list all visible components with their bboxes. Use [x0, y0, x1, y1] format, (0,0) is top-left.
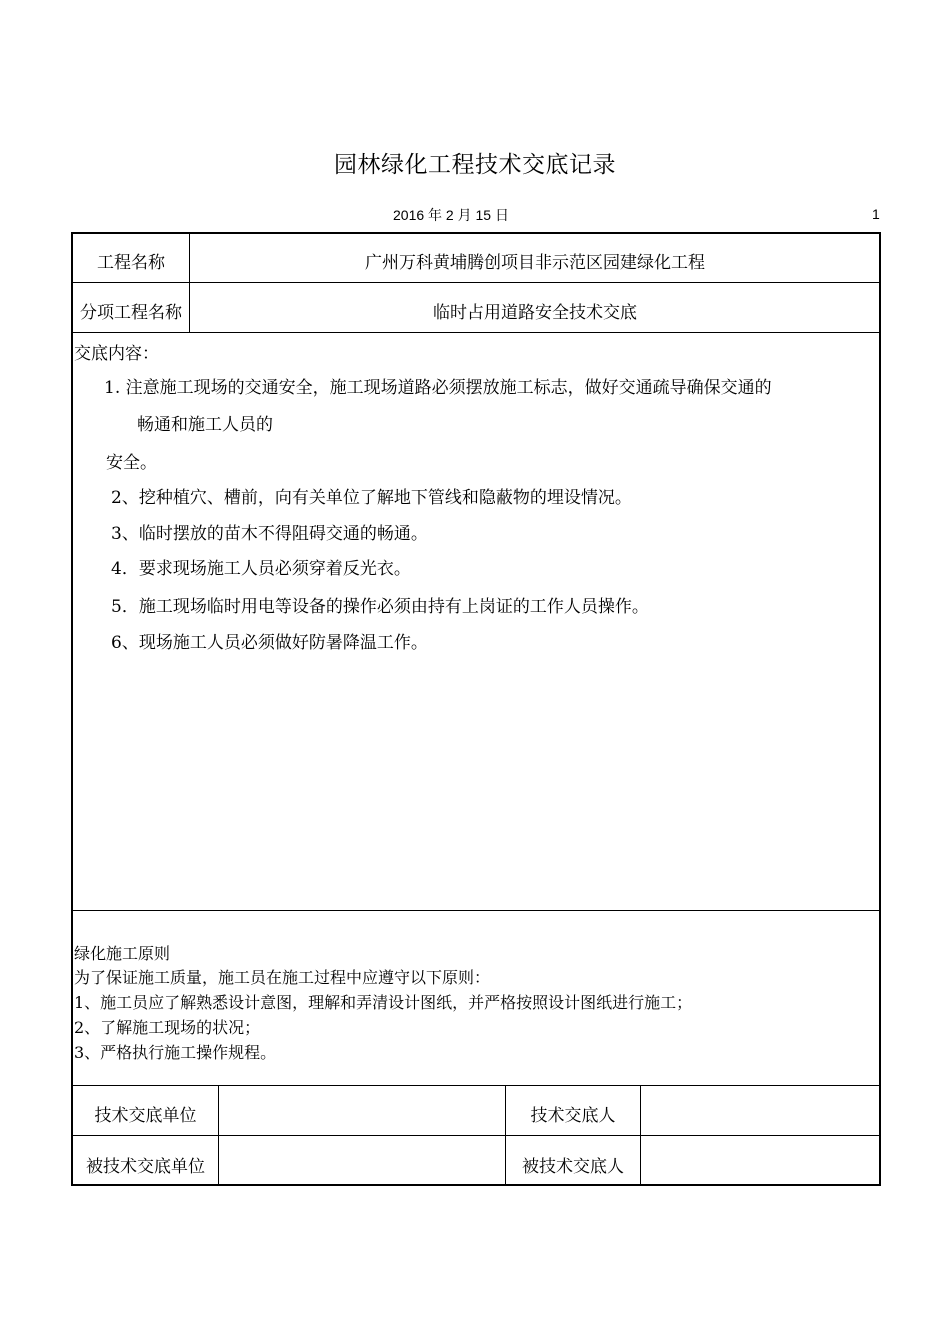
row-divider [72, 1135, 880, 1136]
content-item: 3、临时摆放的苗木不得阻碍交通的畅通。 [111, 524, 428, 544]
content-item: 2、挖种植穴、槽前，向有关单位了解地下管线和隐蔽物的埋设情况。 [111, 488, 632, 508]
sign-person-label: 技术交底人 [530, 1106, 616, 1126]
principle-item: 1、施工员应了解熟悉设计意图，理解和弄清设计图纸，并严格按照设计图纸进行施工； [74, 993, 693, 1012]
principle-item: 为了保证施工质量，施工员在施工过程中应遵守以下原则： [74, 968, 491, 987]
content-heading: 交底内容： [74, 344, 159, 364]
column-divider [640, 1085, 641, 1185]
project-name-value: 广州万科黄埔腾创项目非示范区园建绿化工程 [365, 253, 705, 273]
receive-person-label: 被技术交底人 [522, 1157, 624, 1177]
receive-unit-label: 被技术交底单位 [86, 1157, 205, 1177]
content-item: 畅通和施工人员的 [137, 415, 273, 435]
document-date: 2016 年 2 月 15 日 [393, 207, 509, 223]
principles-heading: 绿化施工原则 [74, 944, 171, 963]
document-title: 园林绿化工程技术交底记录 [334, 152, 616, 178]
sign-unit-label: 技术交底单位 [94, 1106, 197, 1126]
page-number: 1 [872, 206, 880, 222]
principle-item: 2、了解施工现场的状况； [74, 1018, 261, 1037]
principle-item: 3、严格执行施工操作规程。 [74, 1043, 277, 1062]
column-divider [218, 1085, 219, 1185]
row-divider [72, 910, 880, 911]
sub-project-value: 临时占用道路安全技术交底 [433, 303, 637, 323]
row-divider [72, 332, 880, 333]
content-item: 6、现场施工人员必须做好防暑降温工作。 [111, 633, 428, 653]
sub-project-label: 分项工程名称 [80, 303, 182, 323]
content-item: 4．要求现场施工人员必须穿着反光衣。 [111, 559, 411, 579]
row-divider [72, 1085, 880, 1086]
row-divider [72, 282, 880, 283]
content-item: 5．施工现场临时用电等设备的操作必须由持有上岗证的工作人员操作。 [111, 597, 649, 617]
project-name-label: 工程名称 [97, 253, 165, 273]
content-item: 1. 注意施工现场的交通安全，施工现场道路必须摆放施工标志，做好交通疏导确保交通的 [104, 378, 772, 398]
content-item: 安全。 [106, 453, 157, 473]
